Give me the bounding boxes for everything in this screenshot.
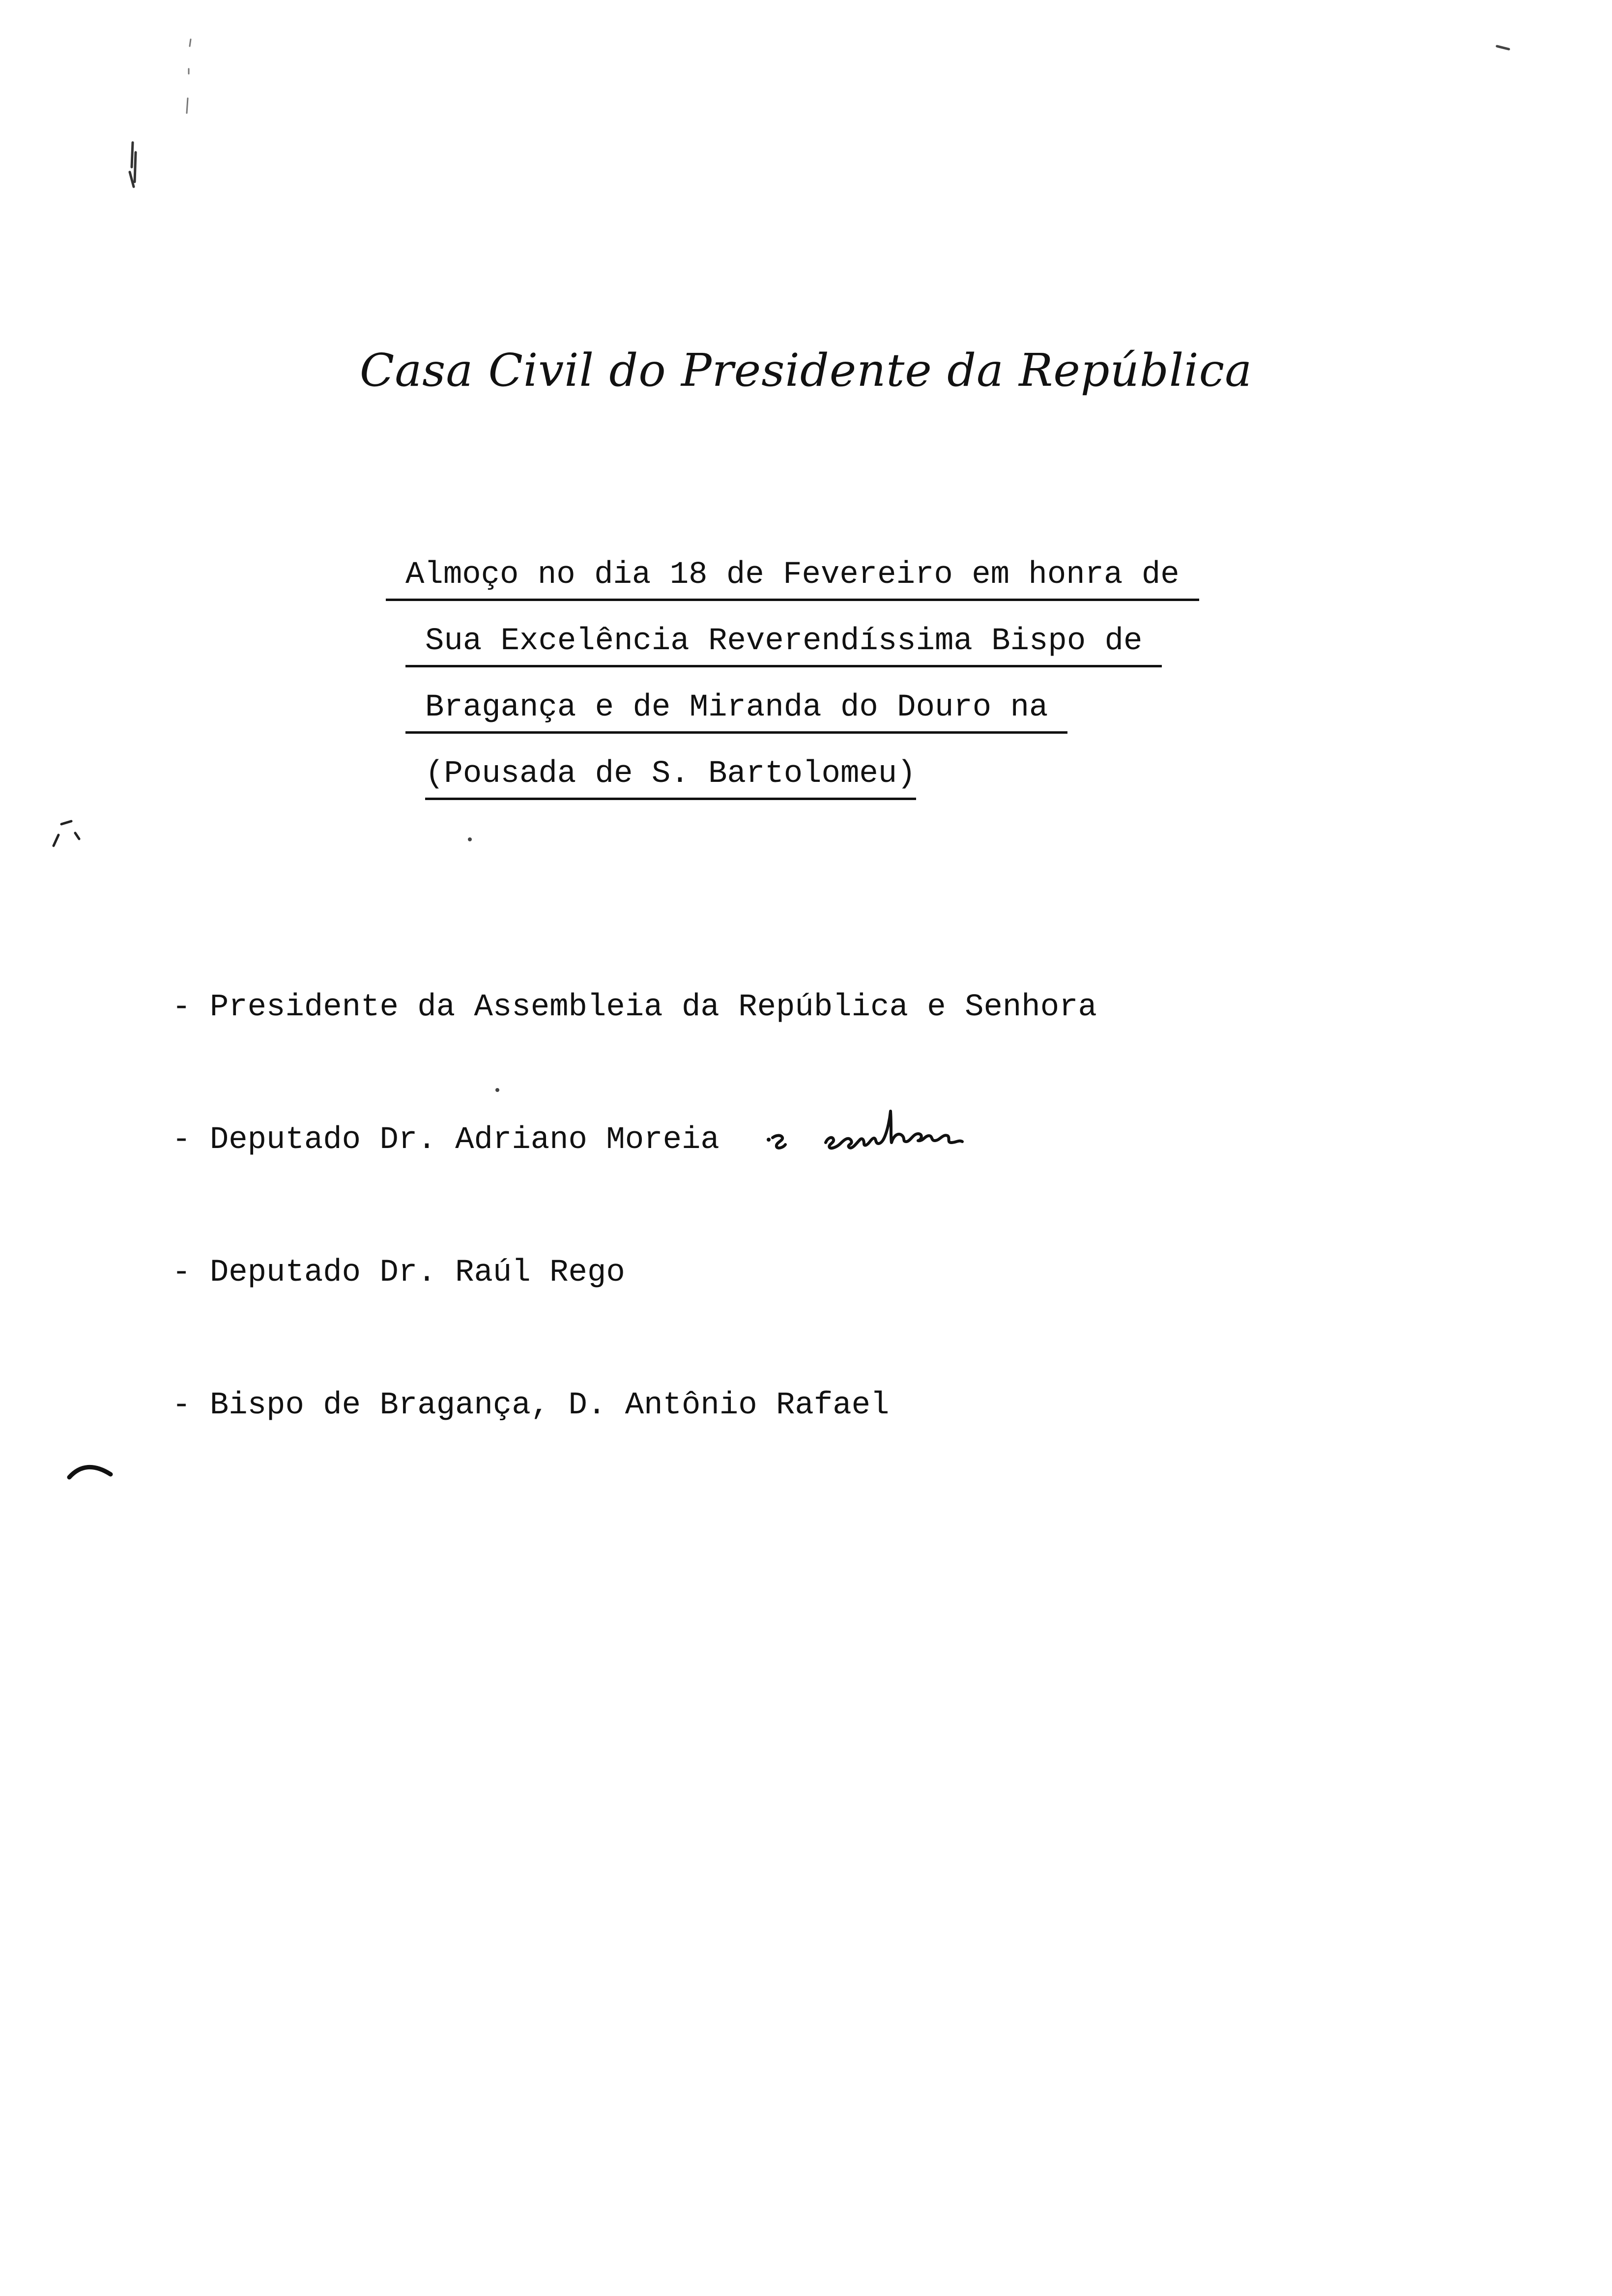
handwritten-annotation-drawing — [767, 1103, 1012, 1162]
scan-mark-drawing — [1494, 39, 1514, 54]
scan-mark — [466, 835, 474, 843]
scan-mark — [177, 34, 197, 133]
title-line-2: Sua Excelência Reverendíssima Bispo de — [405, 622, 1162, 667]
scan-mark-drawing — [66, 1455, 115, 1484]
title-line-3: Bragança e de Miranda do Douro na — [405, 688, 1067, 734]
scan-mark — [47, 818, 86, 853]
handwritten-annotation — [767, 1103, 1012, 1162]
scan-mark-drawing — [466, 835, 474, 843]
guest-list-item: - Deputado Dr. Raúl Rego — [172, 1255, 625, 1291]
scan-mark-drawing — [177, 34, 197, 133]
title-line-1: Almoço no dia 18 de Fevereiro em honra de — [386, 555, 1199, 601]
letterhead-title: Casa Civil do Presidente da República — [359, 344, 1253, 397]
scan-mark-drawing — [123, 138, 143, 192]
scan-mark — [123, 138, 143, 192]
guest-list-item: - Deputado Dr. Adriano Moreia — [172, 1122, 720, 1158]
title-line-4: (Pousada de S. Bartolomeu) — [425, 754, 916, 800]
scan-mark — [1494, 39, 1514, 54]
guest-list-item: - Bispo de Bragança, D. Antônio Rafael — [172, 1388, 890, 1423]
scan-mark-drawing — [493, 1086, 501, 1094]
scan-mark — [493, 1086, 501, 1094]
guest-list-item: - Presidente da Assembleia da República e Senhora — [172, 990, 1097, 1025]
scan-mark-drawing — [47, 818, 86, 853]
scan-mark — [66, 1455, 115, 1484]
